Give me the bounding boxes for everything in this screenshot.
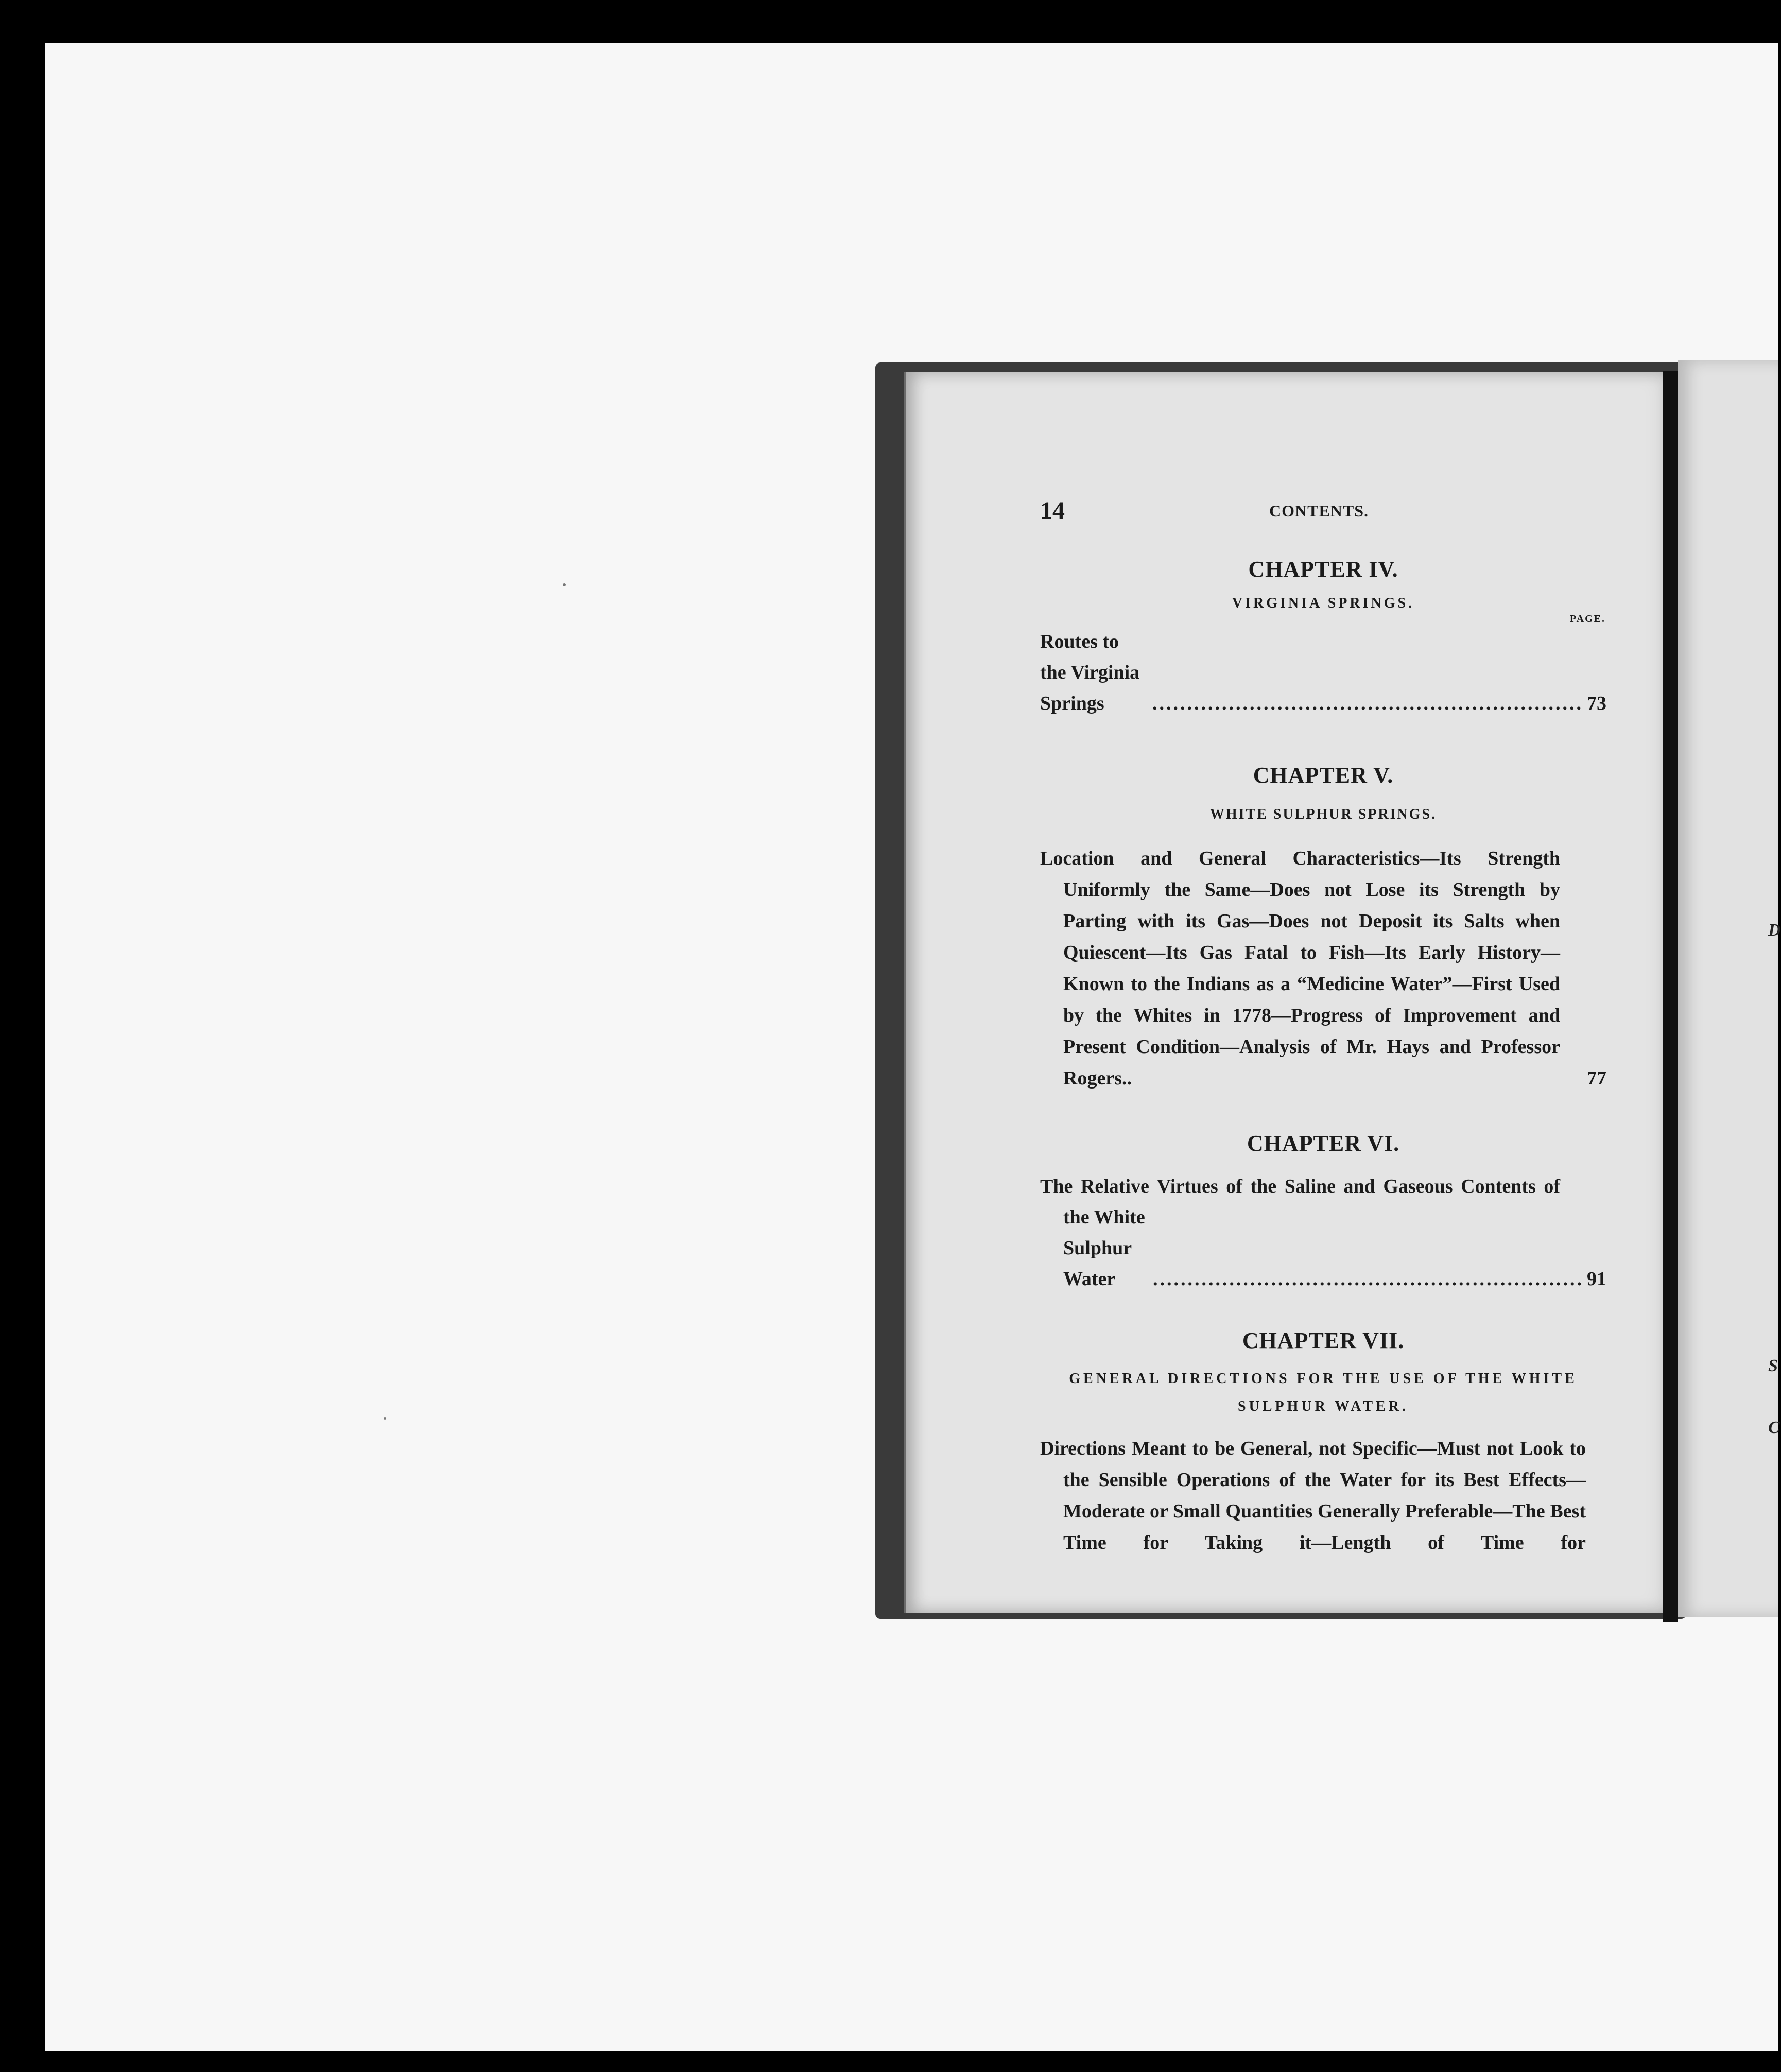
dust-speck [563,583,566,586]
book-gutter [1663,371,1678,1622]
toc-entry-text: The Relative Virtues of the Saline and Gaseous Contents of [1040,1176,1560,1197]
toc-entry-text: the White Sulphur Water [1063,1206,1145,1290]
chapter-heading: CHAPTER VI. [1247,1131,1400,1156]
chapter-section [1040,556,1606,719]
page-number: 14 [1040,497,1065,524]
facing-page-fragment: C [1768,1418,1780,1437]
toc-entry-text: Directions Meant to be General, not Specific—Must not Look to the Sensible Operations of the Water for its Best Effects—Moderate or Small Quantities Generally Preferable—The Best Time for Taking it—Length of Time for [1040,1438,1586,1553]
dust-speck [384,1417,386,1420]
chapter-section [1040,1327,1606,1559]
chapter-heading: CHAPTER VII. [1242,1328,1405,1353]
toc-entry-text: Location and General Characteristics—Its Strength Uniformly the Same—Does not Lose its Strength by Parting with its Gas—Does not Deposit its Salts when Quiescent—Its Gas Fatal to Fish—Its Early History—Known to the Indians as a “Medicine Water”—First Used by the Whites in 1778—Progress of Improvement and Present Condition—Analysis of Mr. Hays and Professor Rogers.. [1040,848,1560,1089]
chapter-heading: CHAPTER V. [1253,763,1394,788]
facing-page-fragment: D [1768,921,1781,940]
toc-page-number: 73 [1587,693,1606,714]
toc-page-number: 77 [1587,1067,1606,1089]
dot-leader: .............................................................. [1152,693,1584,714]
chapter-section [1040,762,1606,1094]
facing-page-fragment: S [1768,1356,1778,1375]
toc-entry-text: Routes to the Virginia Springs [1040,631,1140,714]
toc-entry [1040,1171,1606,1294]
toc-entry [1040,626,1606,719]
chapter-section [1040,1130,1606,1294]
facing-page [1678,360,1781,1617]
toc-page-number: 91 [1587,1268,1606,1290]
dot-leader: .............................................................. [1153,1268,1584,1290]
chapter-subtitle: VIRGINIA SPRINGS. [1232,595,1415,611]
page-title: CONTENTS. [1269,502,1369,520]
toc-entry [1040,843,1606,1094]
chapter-heading: CHAPTER IV. [1248,557,1398,582]
chapter-subtitle: WHITE SULPHUR SPRINGS. [1209,806,1437,822]
chapter-subtitle: GENERAL DIRECTIONS FOR THE USE OF THE WHITE SULPHUR WATER. [1069,1371,1578,1414]
running-head [1040,496,1606,527]
contents-body [1040,556,1606,1559]
toc-entry [1040,1433,1606,1559]
page-column-label: PAGE. [1569,613,1605,625]
